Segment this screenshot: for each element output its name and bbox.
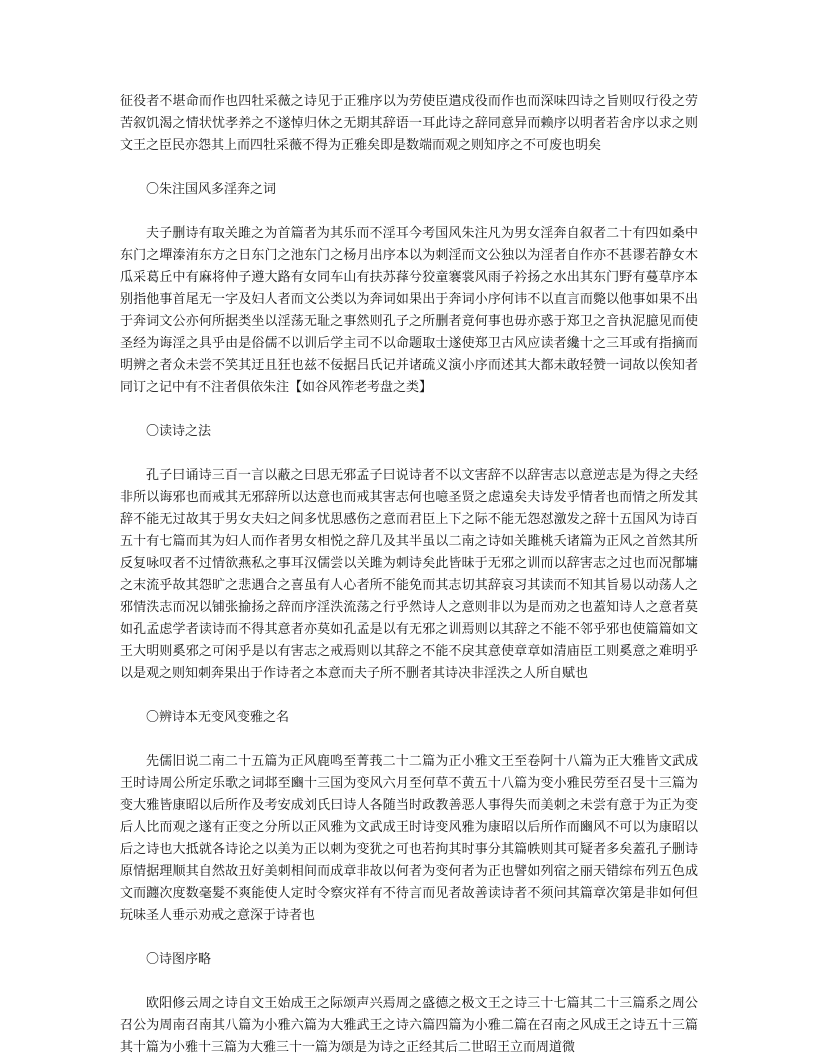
section-heading: 〇朱注国风多淫奔之词 xyxy=(146,182,277,197)
intro-paragraph: 征役者不堪命而作也四牡采薇之诗见于正雅序以为劳使臣遣戍役而作也而深味四诗之旨则叹行役之劳苦叙饥渴之情状忧孝养之不遂悼归休之无期其辞语一耳此诗之辞同意异而赖序以明者若舍序以求之则文王之臣民亦怨其上而四牡采薇不得为正雅矣即是数端而观之则知序之不可废也明矣 xyxy=(120,94,698,153)
section-shi-tu-xu xyxy=(120,949,698,1059)
section-heading: 〇辨诗本无变风变雅之名 xyxy=(146,710,290,725)
section-reading-method xyxy=(120,421,698,685)
section-zhu-notes xyxy=(120,179,698,399)
document-page xyxy=(120,91,698,1059)
section-bianfeng-bianya xyxy=(120,707,698,927)
section-heading: 〇读诗之法 xyxy=(146,424,212,439)
section-body: 先儒旧说二南二十五篇为正风鹿鸣至菁莪二十二篇为正小雅文王至卷阿十八篇为正大雅皆文武成王时诗周公所定乐歌之词邶至豳十三国为变风六月至何草不黄五十八篇为变小雅民劳至召旻十三篇为变大雅皆康昭以后所作及考安成刘氏曰诗人各随当时政教善恶人事得失而美刺之未尝有意于为正为变后人比而观之遂有正变之分所以正风雅为文武成王时诗变风雅为康昭以后所作而豳风不可以为康昭以后之诗也大抵就各诗论之以美为正以刺为变犹之可也若拘其时事分其篇帙则其可疑者多矣蓋孔子删诗原情据理顺其自然故丑好美刺相间而成章非故以何者为变何者为正也譬如列宿之丽天错综布列五色成文而躔次度数毫髮不爽能使人定时令察灾祥有不待言而见者故善读诗者不须问其篇章次第是非如何但玩味圣人垂示劝戒之意深于诗者也 xyxy=(120,754,698,923)
section-body: 夫子删诗有取关雎之为首篇者为其乐而不淫耳今考国风朱注凡为男女淫奔自叙者二十有四如桑中东门之墠溱洧东方之日东门之池东门之杨月出序本以为刺淫而文公独以为淫者自作亦不甚谬若静女木瓜采葛丘中有麻将仲子遵大路有女同车山有扶苏萚兮狡童褰裳风雨子衿扬之水出其东门野有蔓草序本别指他事首尾无一字及妇人者而文公类以为奔词如果出于奔词小序何讳不以直言而斃以他事如果不出于奔词文公亦何所据类坐以淫荡无耻之事然则孔子之所删者竟何事也毋亦惑于郑卫之音执泥臆见而使圣经为诲淫之具乎由是俗儒不以训后学主司不以命题取士遂使郑卫古风应读者纔十之三耳或有指摘而明辨之者众未尝不笑其迂且狂也兹不佞据吕氏记并诸疏义演小序而述其大都未敢轻赞一词故以俟知者同订之记中有不注者俱依朱注【如谷风筰老考盘之类】 xyxy=(120,226,698,395)
section-body: 孔子曰诵诗三百一言以蔽之曰思无邪孟子曰说诗者不以文害辞不以辞害志以意逆志是为得之夫经非所以诲邪也而戒其无邪辞所以达意也而戒其害志何也噫圣贤之虑遠矣夫诗发乎情者也而情之所发其辞不能无过故其于男女夫妇之间多忧思感伤之意而君臣上下之际不能无怨怼激发之辞十五国风为诗百五十有七篇而其为妇人而作者男女相悦之辞几及其半虽以二南之诗如关雎桃夭诸篇为正风之首然其所反复咏叹者不过情欲燕私之事耳汉儒尝以关雎为刺诗矣此皆昧于无邪之训而以辞害志之过也而况鄁墉之末流乎故其怨旷之悲遇合之喜虽有人心者所不能免而其志切其辞哀习其读而不知其旨易以动荡人之邪情泆志而况以铺张揄扬之辞而序淫泆流荡之行乎然诗人之意则非以为是而劝之也蓋知诗人之意者莫如孔孟虑学者读诗而不得其意者亦莫如孔孟是以有无邪之训焉则以其辞之不能不邻乎邪也使篇篇如文王大明则奚邪之可闲乎是以有害志之戒焉则以其辞之不能不戾其意使章章如清庙臣工则奚意之难明乎以是观之则知刺奔果出于作诗者之本意而夫子所不删者其诗决非淫泆之人所自赋也 xyxy=(120,468,698,681)
section-heading: 〇诗图序略 xyxy=(146,952,212,967)
section-body: 欧阳修云周之诗自文王始成王之际颂声兴焉周之盛德之极文王之诗三十七篇其二十三篇系之周公召公为周南召南其八篇为小雅六篇为大雅武王之诗六篇四篇为小雅二篇在召南之风成王之诗五十三篇其十篇为小雅十三篇为大雅三十一篇为颂是为诗之正经其后二世昭王立而周道微 xyxy=(120,996,698,1055)
